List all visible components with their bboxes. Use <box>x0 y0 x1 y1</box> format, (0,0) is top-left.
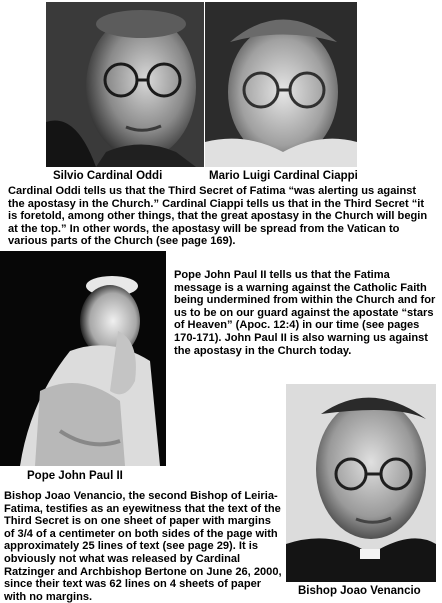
photo-cardinal-ciappi <box>205 2 357 167</box>
caption-cardinal-ciappi: Mario Luigi Cardinal Ciappi <box>209 170 358 182</box>
photo-pope-john-paul-ii <box>0 251 166 466</box>
paragraph-cardinals: Cardinal Oddi tells us that the Third Secret of Fatima “was alerting us against the apostasy in the Church.” Cardinal Ciappi tells us that in the Third Secret “it is foretold, among other things, that the great apostasy in the Church will begin at the top.” In other words, the apostasy will be spread from the Vatican to various parts of the Church (see page 169). <box>8 185 428 248</box>
caption-pope-john-paul-ii: Pope John Paul II <box>27 470 123 482</box>
caption-bishop-venancio: Bishop Joao Venancio <box>298 585 421 597</box>
photo-cardinal-oddi <box>46 2 204 167</box>
caption-cardinal-oddi: Silvio Cardinal Oddi <box>53 170 163 182</box>
paragraph-bishop: Bishop Joao Venancio, the second Bishop of Leiria-Fatima, testifies as an eyewitness that the text of the Third Secret is on one sheet of paper with margins of 3/4 of a centimeter on both sides of the page with approximately 25 lines of text (see page 29). It is obviously not what was released by Cardinal Ratzinger and Archbishop Bertone on June 26, 2000, since their text was 62 lines on 4 sheets of paper with no margins. <box>4 490 282 603</box>
paragraph-pope: Pope John Paul II tells us that the Fatima message is a warning against the Catholic Faith being undermined from within the Church and for us to be on our guard against the apostate “stars of Heaven” (Apoc. 12:4) in our time (see pages 170-171). John Paul II is also warning us against the apostasy in the Church today. <box>174 269 436 357</box>
photo-bishop-venancio <box>286 384 436 582</box>
